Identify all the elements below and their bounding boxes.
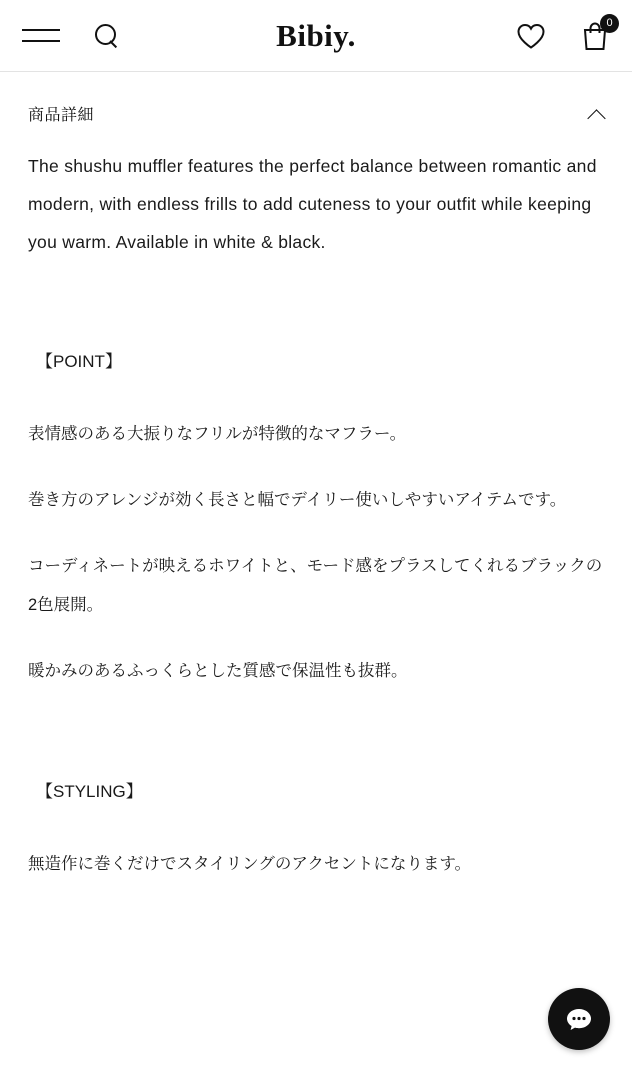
styling-heading: 【STYLING】 — [36, 782, 143, 801]
product-description-body — [0, 147, 632, 884]
accordion-title: 商品詳細 — [28, 107, 95, 124]
line-spacer — [28, 625, 604, 652]
cart-count-badge: 0 — [600, 14, 619, 33]
hamburger-bar — [22, 40, 60, 42]
section-spacer — [28, 261, 604, 347]
hamburger-bar — [22, 29, 60, 31]
line-spacer — [28, 520, 604, 547]
line-spacer — [28, 454, 604, 481]
shopping-bag-icon[interactable] — [580, 16, 613, 52]
chevron-up-icon[interactable] — [588, 108, 608, 120]
header-right-actions — [516, 16, 613, 52]
point-line: コーディネートが映えるホワイトと、モード感をプラスしてくれるブラックの2色展開。 — [28, 557, 603, 614]
point-line: 暖かみのあるふっくらとした質感で保温性も抜群。 — [28, 662, 408, 680]
styling-line: 無造作に巻くだけでスタイリングのアクセントになります。 — [28, 855, 472, 873]
search-icon[interactable] — [94, 23, 120, 49]
hamburger-menu-icon[interactable] — [22, 25, 60, 47]
header-left-actions — [22, 23, 120, 49]
point-line: 巻き方のアレンジが効く長さと幅でデイリー使いしやすいアイテムです。 — [28, 491, 567, 509]
section-spacer — [28, 691, 604, 777]
english-description: The shushu muffler features the perfect balance between romantic and modern, with endless frills to add cuteness to your outfit while keeping you warm. Available in white & black. — [28, 156, 597, 252]
accordion-header-product-details[interactable] — [0, 72, 632, 147]
site-header — [0, 0, 632, 72]
heart-icon[interactable] — [516, 22, 546, 50]
heading-spacer — [28, 377, 604, 415]
chat-bubble-icon[interactable] — [548, 988, 610, 1050]
point-heading: 【POINT】 — [36, 352, 122, 371]
site-logo: Bibiy. — [276, 17, 356, 53]
heading-spacer — [28, 807, 604, 845]
point-line: 表情感のある大振りなフリルが特徴的なマフラー。 — [28, 425, 407, 443]
